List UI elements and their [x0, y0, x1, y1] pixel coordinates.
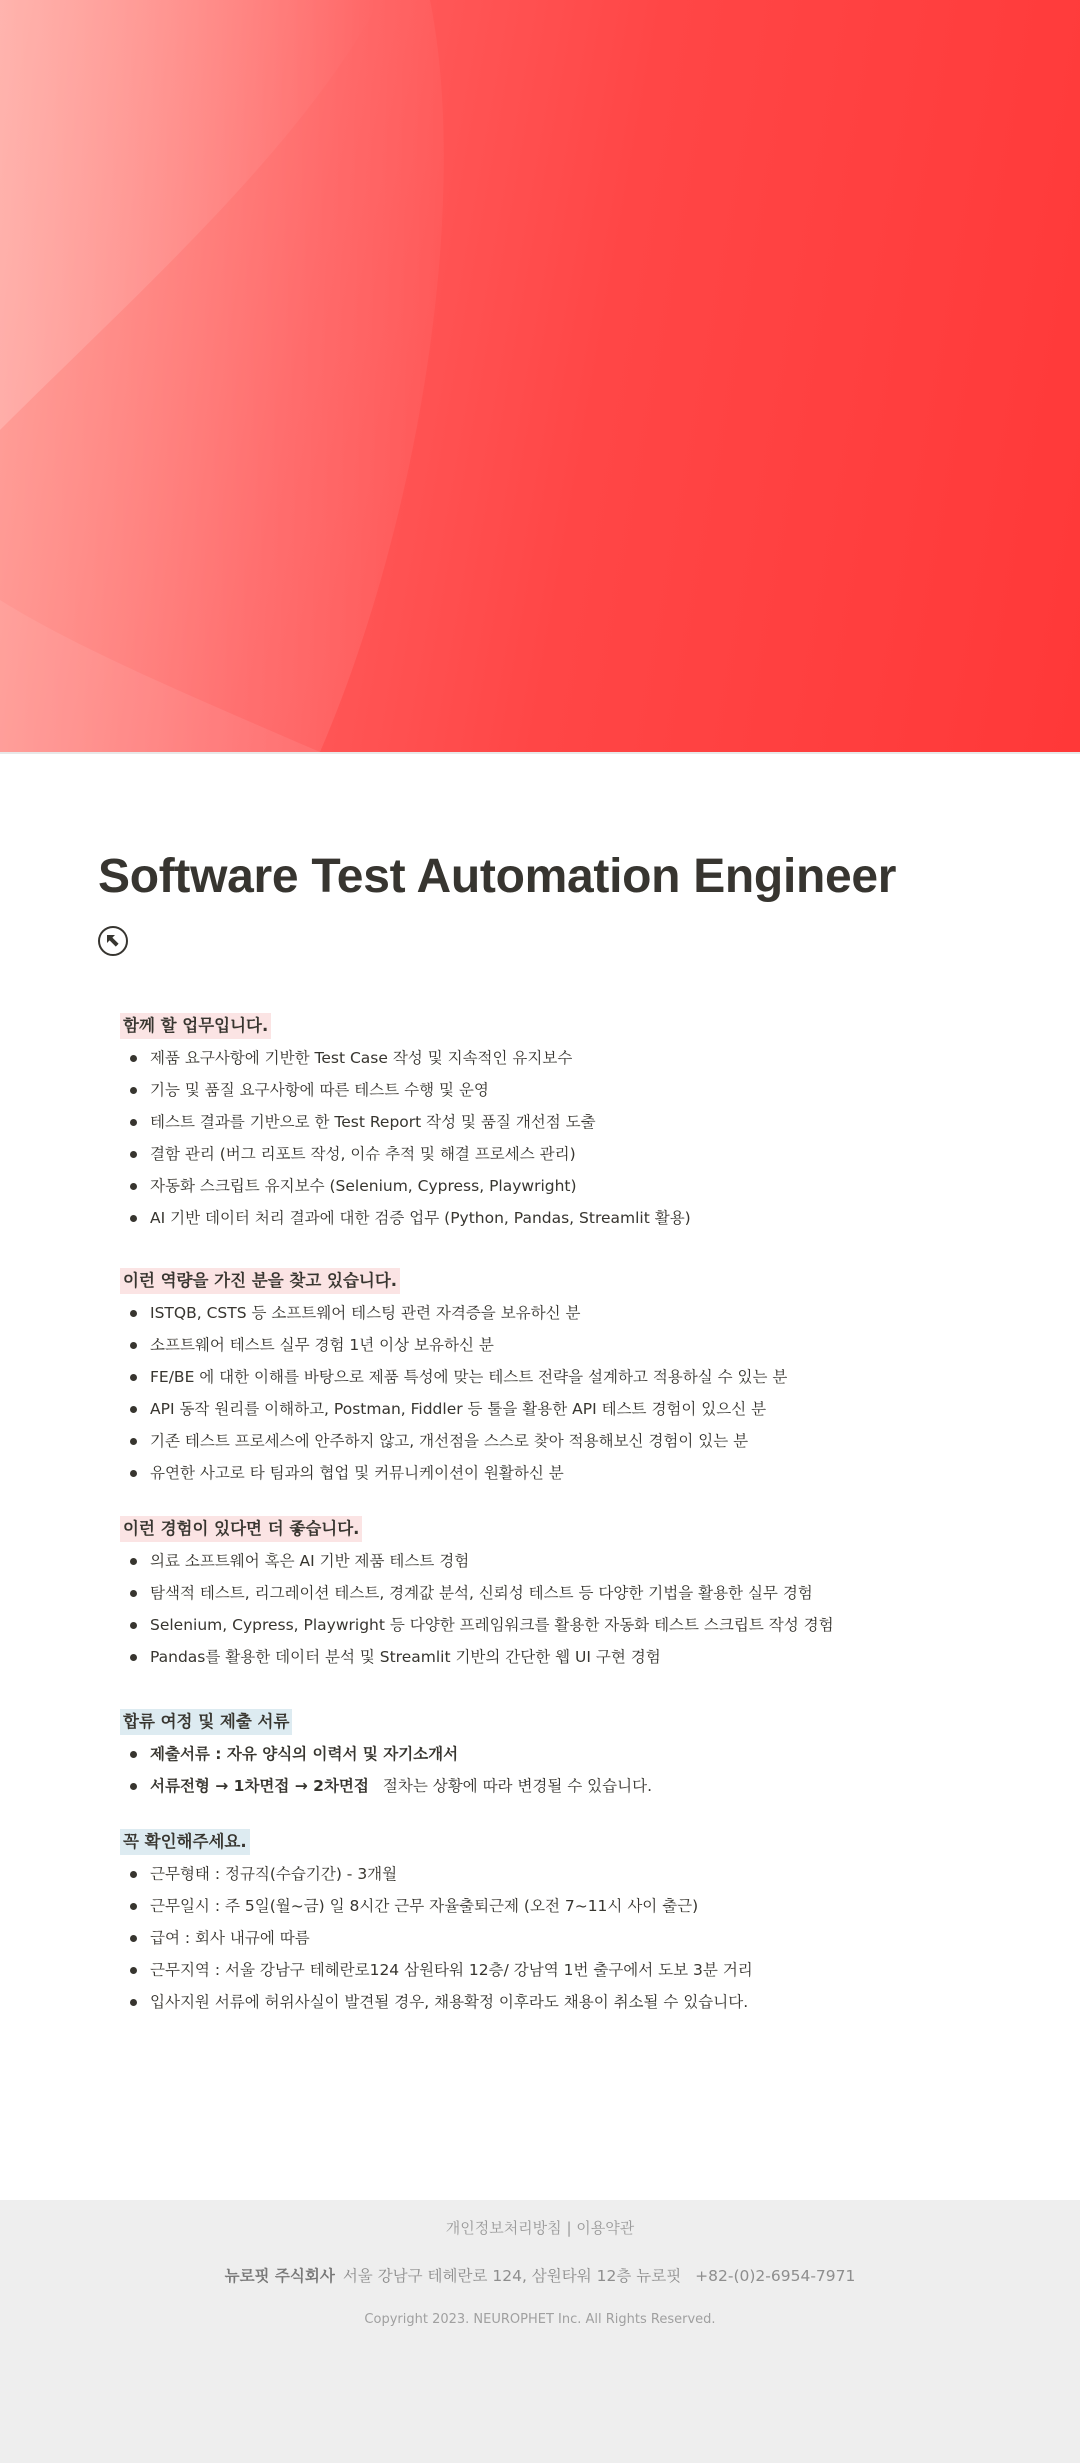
section-heading: 함께 할 업무입니다. [120, 1013, 271, 1039]
list-item: 근무일시 : 주 5일(월~금) 일 8시간 근무 자율출퇴근제 (오전 7~11시 사이 출근) [120, 1890, 980, 1922]
bullet-list [120, 1042, 980, 1234]
footer-links [0, 2216, 1080, 2240]
list-item: AI 기반 데이터 처리 결과에 대한 검증 업무 (Python, Pandas, Streamlit 활용) [120, 1202, 980, 1234]
list-item: 테스트 결과를 기반으로 한 Test Report 작성 및 품질 개선점 도출 [120, 1106, 980, 1138]
section-heading: 꼭 확인해주세요. [120, 1829, 250, 1855]
arrow-up-left-circle-icon [98, 926, 128, 956]
list-item: Pandas를 활용한 데이터 분석 및 Streamlit 기반의 간단한 웹 UI 구현 경험 [120, 1641, 980, 1673]
list-item: 근무형태 : 정규직(수습기간) - 3개월 [120, 1858, 980, 1890]
section-heading: 이런 역량을 가진 분을 찾고 있습니다. [120, 1268, 400, 1294]
bullet-list [120, 1858, 980, 2018]
section-heading: 합류 여정 및 제출 서류 [120, 1709, 292, 1735]
list-item: FE/BE 에 대한 이해를 바탕으로 제품 특성에 맞는 테스트 전략을 설계하고 적용하실 수 있는 분 [120, 1361, 980, 1393]
bullet-list [120, 1738, 980, 1802]
list-item: 제품 요구사항에 기반한 Test Case 작성 및 지속적인 유지보수 [120, 1042, 980, 1074]
section-responsibilities [120, 1010, 980, 1234]
bullet-list [120, 1297, 980, 1489]
privacy-policy-link[interactable]: 개인정보처리방침 [445, 2219, 562, 2237]
list-item: 유연한 사고로 타 팀과의 협업 및 커뮤니케이션이 원활하신 분 [120, 1457, 980, 1489]
list-item: 근무지역 : 서울 강남구 테헤란로124 삼원타워 12층/ 강남역 1번 출구에서 도보 3분 거리 [120, 1954, 980, 1986]
section-preferred [120, 1513, 980, 1673]
list-item: 소프트웨어 테스트 실무 경험 1년 이상 보유하신 분 [120, 1329, 980, 1361]
list-item: 자동화 스크립트 유지보수 (Selenium, Cypress, Playwright) [120, 1170, 980, 1202]
section-process [120, 1706, 980, 1802]
company-info [0, 2264, 1080, 2288]
page-title: Software Test Automation Engineer [98, 850, 897, 903]
cover-image [0, 0, 1080, 754]
copyright: Copyright 2023. NEUROPHET Inc. All Rights Reserved. [364, 2312, 716, 2327]
cover-gradient-art [0, 0, 1080, 752]
list-item: 의료 소프트웨어 혹은 AI 기반 제품 테스트 경험 [120, 1545, 980, 1577]
company-address: 서울 강남구 테헤란로 124, 삼원타워 12층 뉴로핏 [342, 2267, 682, 2285]
footer-separator: | [566, 2219, 572, 2237]
footer [0, 2200, 1080, 2463]
company-phone: +82-(0)2-6954-7971 [695, 2267, 856, 2285]
list-item: 결함 관리 (버그 리포트 작성, 이슈 추적 및 해결 프로세스 관리) [120, 1138, 980, 1170]
list-item: 탐색적 테스트, 리그레이션 테스트, 경계값 분석, 신뢰성 테스트 등 다양한 기법을 활용한 실무 경험 [120, 1577, 980, 1609]
section-notice [120, 1826, 980, 2018]
company-name: 뉴로핏 주식회사 [224, 2267, 335, 2285]
job-description [120, 1010, 980, 2018]
list-item: 입사지원 서류에 허위사실이 발견될 경우, 채용확정 이후라도 채용이 취소될 수 있습니다. [120, 1986, 980, 2018]
list-item [120, 1738, 980, 1770]
documents-label: 제출서류 : 자유 양식의 이력서 및 자기소개서 [150, 1745, 459, 1763]
list-item: Selenium, Cypress, Playwright 등 다양한 프레임워크를 활용한 자동화 테스트 스크립트 작성 경험 [120, 1609, 980, 1641]
list-item: 기존 테스트 프로세스에 안주하지 않고, 개선점을 스스로 찾아 적용해보신 경험이 있는 분 [120, 1425, 980, 1457]
section-heading: 이런 경험이 있다면 더 좋습니다. [120, 1516, 362, 1542]
bullet-list [120, 1545, 980, 1673]
list-item: API 동작 원리를 이해하고, Postman, Fiddler 등 툴을 활용한 API 테스트 경험이 있으신 분 [120, 1393, 980, 1425]
list-item: 기능 및 품질 요구사항에 따른 테스트 수행 및 운영 [120, 1074, 980, 1106]
list-item: ISTQB, CSTS 등 소프트웨어 테스팅 관련 자격증을 보유하신 분 [120, 1297, 980, 1329]
process-note: 절차는 상황에 따라 변경될 수 있습니다. [382, 1777, 653, 1795]
process-steps: 서류전형 → 1차면접 → 2차면접 [150, 1777, 369, 1795]
list-item: 급여 : 회사 내규에 따름 [120, 1922, 980, 1954]
list-item [120, 1770, 980, 1802]
section-requirements [120, 1265, 980, 1489]
terms-link[interactable]: 이용약관 [576, 2219, 635, 2237]
